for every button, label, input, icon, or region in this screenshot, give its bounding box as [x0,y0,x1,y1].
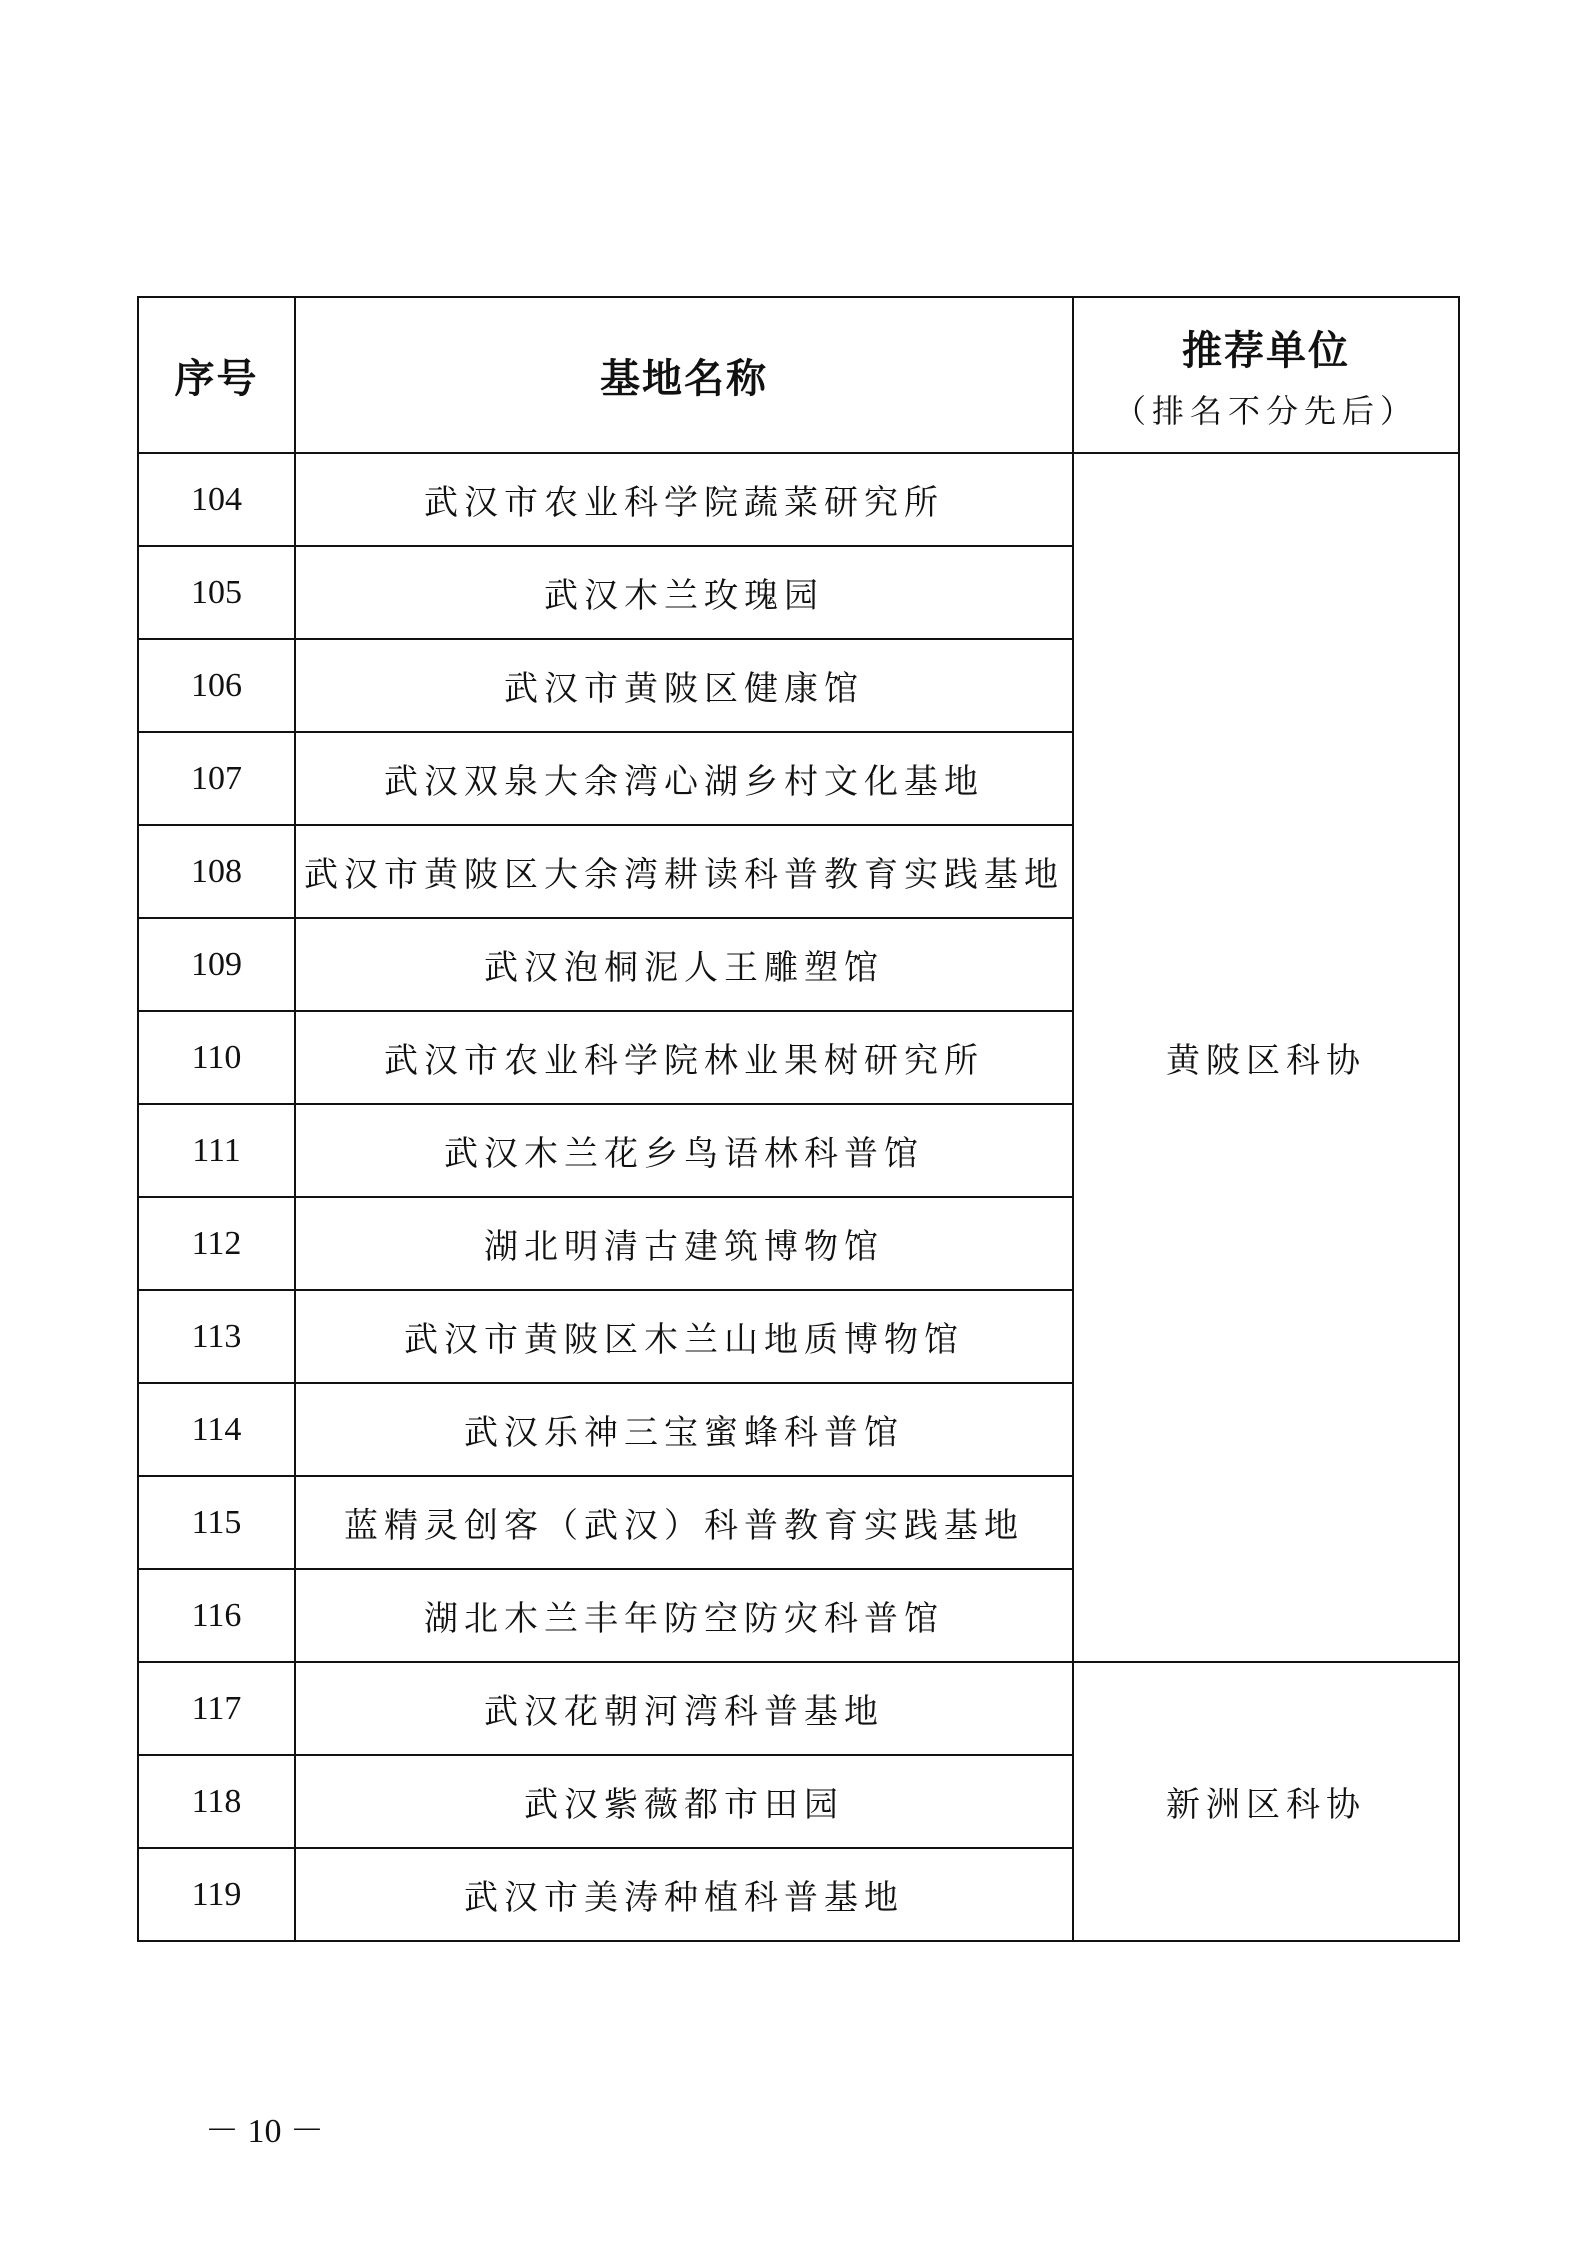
base-name: 湖北明清古建筑博物馆 [295,1197,1073,1290]
row-number: 107 [138,732,295,825]
row-number: 116 [138,1569,295,1662]
row-number: 104 [138,453,295,546]
base-name: 湖北木兰丰年防空防灾科普馆 [295,1569,1073,1662]
base-name: 武汉市黄陂区健康馆 [295,639,1073,732]
recommending-unit: 黄陂区科协 [1073,453,1459,1662]
recommended-bases-table [137,296,1460,1942]
base-name: 武汉双泉大余湾心湖乡村文化基地 [295,732,1073,825]
row-number: 108 [138,825,295,918]
row-number: 115 [138,1476,295,1569]
base-name: 武汉市农业科学院蔬菜研究所 [295,453,1073,546]
header-unit-note: （排名不分先后） [1113,391,1418,430]
row-number: 105 [138,546,295,639]
base-name: 武汉市美涛种植科普基地 [295,1848,1073,1941]
header-recommending-unit [1073,297,1459,453]
base-name: 武汉木兰花乡鸟语林科普馆 [295,1104,1073,1197]
base-name: 武汉紫薇都市田园 [295,1755,1073,1848]
row-number: 119 [138,1848,295,1941]
header-unit-title: 推荐单位 [1182,327,1350,374]
base-name: 武汉木兰玫瑰园 [295,546,1073,639]
row-number: 112 [138,1197,295,1290]
table-row [138,1662,1459,1755]
base-name: 武汉市黄陂区木兰山地质博物馆 [295,1290,1073,1383]
row-number: 117 [138,1662,295,1755]
base-name: 武汉花朝河湾科普基地 [295,1662,1073,1755]
table-row [138,453,1459,546]
row-number: 109 [138,918,295,1011]
row-number: 111 [138,1104,295,1197]
base-name: 蓝精灵创客（武汉）科普教育实践基地 [295,1476,1073,1569]
base-name: 武汉泡桐泥人王雕塑馆 [295,918,1073,1011]
base-name: 武汉市农业科学院林业果树研究所 [295,1011,1073,1104]
row-number: 118 [138,1755,295,1848]
row-number: 114 [138,1383,295,1476]
table-header-row [138,297,1459,453]
page-number: － 10 － [205,2113,324,2150]
header-base-name: 基地名称 [295,297,1073,453]
row-number: 113 [138,1290,295,1383]
base-name: 武汉乐神三宝蜜蜂科普馆 [295,1383,1073,1476]
header-serial-number: 序号 [138,297,295,453]
base-name: 武汉市黄陂区大余湾耕读科普教育实践基地 [295,825,1073,918]
recommending-unit: 新洲区科协 [1073,1662,1459,1941]
row-number: 106 [138,639,295,732]
row-number: 110 [138,1011,295,1104]
